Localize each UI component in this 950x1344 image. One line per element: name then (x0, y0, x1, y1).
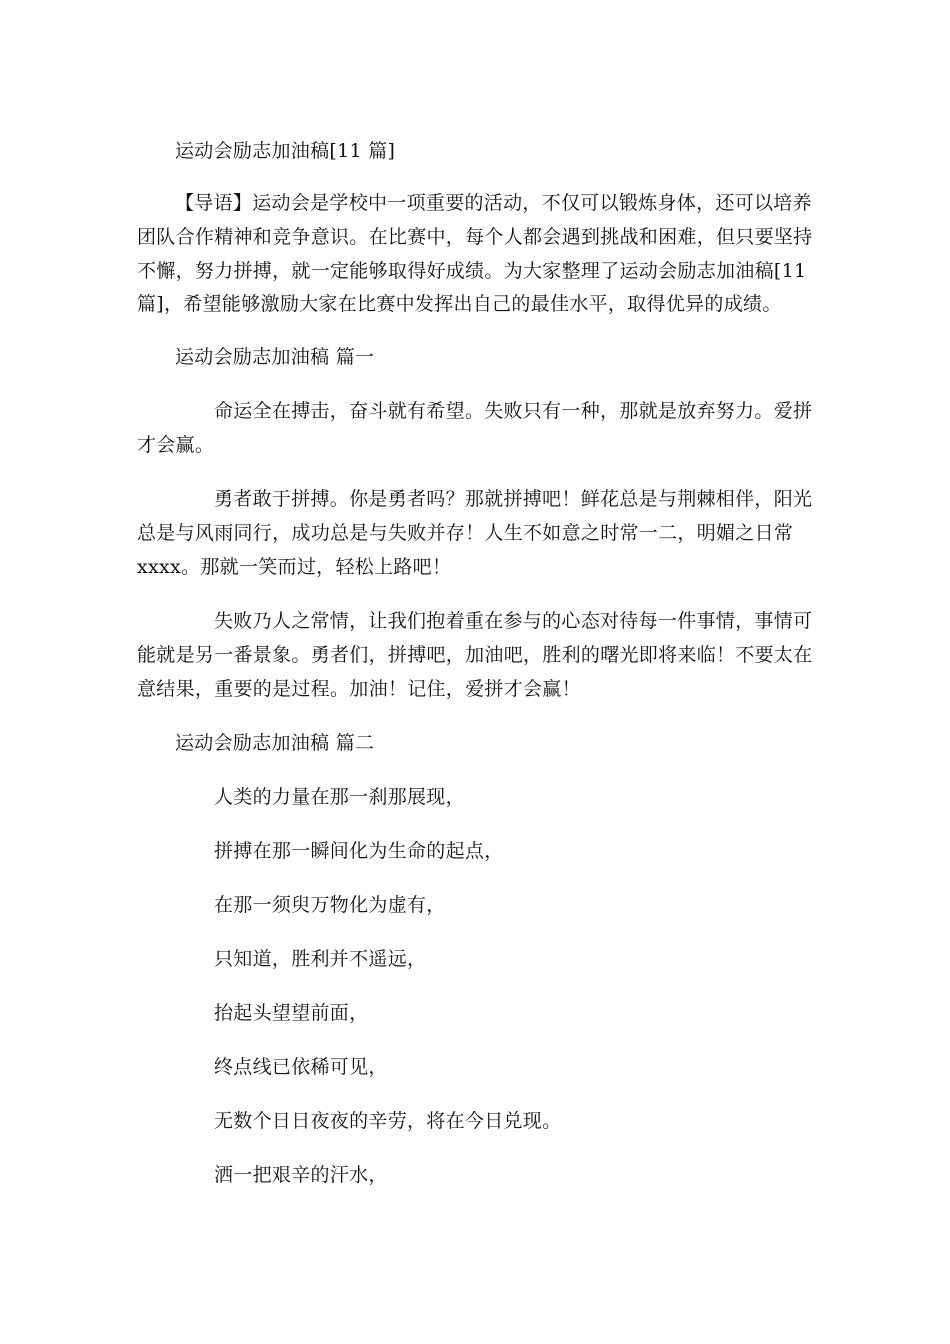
verse-line: 在那一须臾万物化为虚有， (214, 894, 446, 916)
paragraph-line: 意结果，重要的是过程。加油！记住，爱拼才会赢！ (137, 678, 581, 700)
section1-heading: 运动会励志加油稿 篇一 (175, 346, 375, 368)
intro-line: 不懈，努力拼搏，就一定能够取得好成绩。为大家整理了运动会励志加油稿[11 (137, 260, 807, 282)
paragraph-line: 才会赢。 (137, 434, 215, 456)
section2-heading: 运动会励志加油稿 篇二 (175, 732, 375, 754)
paragraph-line: 命运全在搏击，奋斗就有希望。失败只有一种，那就是放弃努力。爱拼 (214, 400, 813, 422)
verse-line: 人类的力量在那一刹那展现， (214, 786, 465, 808)
paragraph-line: 总是与风雨同行，成功总是与失败并存！人生不如意之时常一二，明媚之日常 (137, 522, 794, 544)
verse-line: 无数个日日夜夜的辛劳，将在今日兑现。 (214, 1110, 562, 1132)
paragraph-line: 失败乃人之常情，让我们抱着重在参与的心态对待每一件事情，事情可 (214, 610, 813, 632)
paragraph-line: 能就是另一番景象。勇者们，拼搏吧，加油吧，胜利的曙光即将来临！不要太在 (137, 644, 813, 666)
verse-line: 抬起头望望前面， (214, 1002, 369, 1024)
verse-line: 只知道，胜利并不遥远， (214, 948, 427, 970)
verse-line: 终点线已依稀可见， (214, 1056, 388, 1078)
intro-line: 团队合作精神和竞争意识。在比赛中，每个人都会遇到挑战和困难，但只要坚持 (137, 226, 813, 248)
document-title: 运动会励志加油稿[11 篇] (175, 140, 396, 162)
intro-line: 篇]，希望能够激励大家在比赛中发挥出自己的最佳水平，取得优异的成绩。 (137, 293, 782, 315)
verse-line: 拼搏在那一瞬间化为生命的起点， (214, 840, 504, 862)
paragraph-line: 勇者敢于拼搏。你是勇者吗？那就拼搏吧！鲜花总是与荆棘相伴，阳光 (214, 488, 813, 510)
intro-line: 【导语】运动会是学校中一项重要的活动，不仅可以锻炼身体，还可以培养 (175, 192, 812, 214)
paragraph-line: xxxx。那就一笑而过，轻松上路吧！ (137, 556, 452, 578)
verse-line: 洒一把艰辛的汗水， (214, 1164, 388, 1186)
